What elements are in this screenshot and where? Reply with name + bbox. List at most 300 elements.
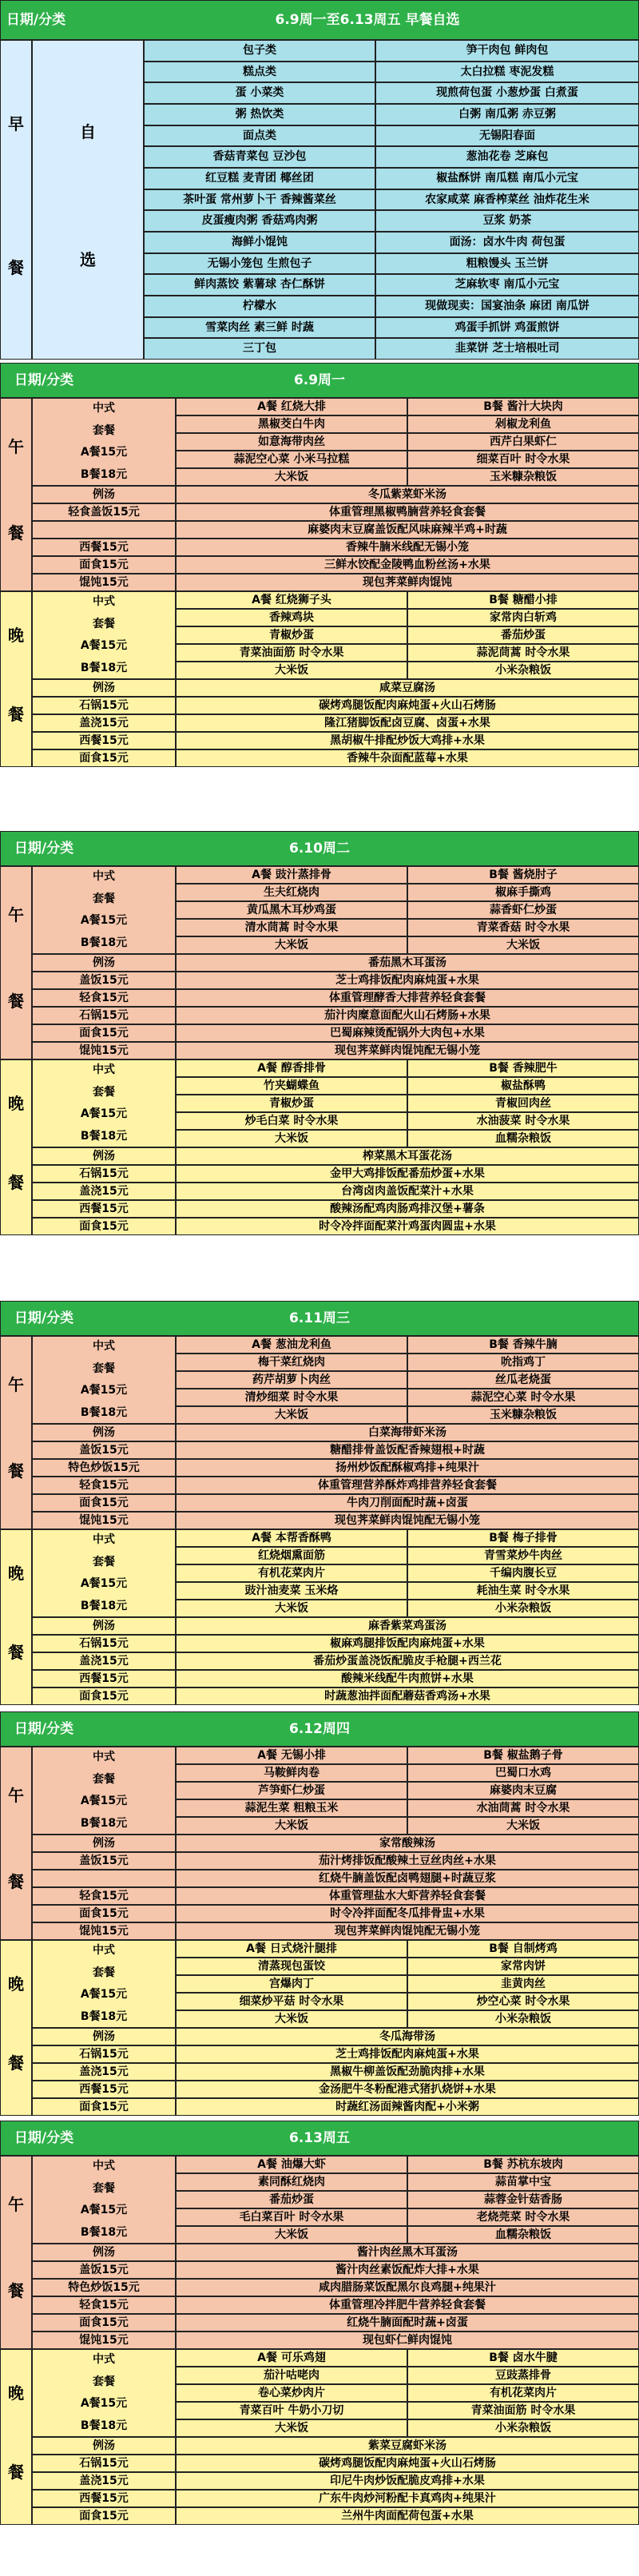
extra-value: 兰州牛肉面配荷包蛋+水果 bbox=[341, 2510, 474, 2522]
breakfast-item-left: 三丁包 bbox=[243, 342, 276, 356]
combo-label: 套餐 bbox=[93, 1085, 115, 1099]
combo-a-title: A餐 醇香排骨 bbox=[257, 1062, 326, 1075]
breakfast-item-right: 葱油花卷 芝麻包 bbox=[466, 150, 549, 164]
combo-label: B餐18元 bbox=[80, 661, 128, 674]
combo-b-dish: 蒜泥茼蒿 时令水果 bbox=[476, 646, 570, 659]
breakfast-side-char: 餐 bbox=[8, 258, 24, 277]
breakfast-item-left: 雪菜肉丝 素三鲜 时蔬 bbox=[205, 320, 314, 334]
combo-b-dish: 小米杂粮饭 bbox=[495, 2422, 551, 2435]
header-date-category: 日期/分类 bbox=[14, 372, 74, 388]
extra-label: 面食15元 bbox=[79, 1497, 129, 1509]
combo-a-dish: 红烧烟熏面筋 bbox=[258, 1549, 325, 1562]
combo-label: 中式 bbox=[93, 870, 115, 883]
extra-label: 馄饨15元 bbox=[79, 576, 129, 589]
breakfast-item-left: 鲜肉蒸饺 紫薯球 杏仁酥饼 bbox=[194, 278, 325, 292]
combo-b-dish: 豆豉蒸排骨 bbox=[495, 2369, 551, 2382]
breakfast-item-right: 白粥 南瓜粥 赤豆粥 bbox=[458, 108, 556, 121]
breakfast-item-right: 农家咸菜 麻香榨菜丝 油炸花生米 bbox=[425, 193, 589, 206]
breakfast-item-left: 海鲜小馄饨 bbox=[232, 236, 288, 248]
extra-label: 西餐15元 bbox=[79, 1203, 129, 1215]
dinner-side-char: 餐 bbox=[8, 1643, 24, 1662]
combo-b-dish: 吮指鸡丁 bbox=[501, 1356, 546, 1369]
breakfast-title: 6.9周一至6.13周五 早餐自选 bbox=[275, 12, 460, 28]
dinner-side-char: 餐 bbox=[8, 705, 24, 724]
combo-a-dish: 青椒炒蛋 bbox=[269, 1097, 314, 1110]
extra-value: 金甲大鸡排饭配番茄炒蛋+水果 bbox=[330, 1167, 485, 1180]
lunch-side-cell bbox=[0, 2156, 32, 2349]
extra-label: 石锅15元 bbox=[79, 2457, 129, 2470]
extra-label: 面食15元 bbox=[79, 1690, 129, 1703]
combo-b-dish: 小米杂粮饭 bbox=[495, 2013, 551, 2025]
combo-b-dish: 小米杂粮饭 bbox=[495, 1602, 551, 1615]
day-date: 6.10周二 bbox=[289, 841, 350, 857]
extra-value: 碳烤鸡腿饭配肉麻炖蛋+火山石烤肠 bbox=[319, 2457, 496, 2470]
breakfast-item-right: 无锡阳春面 bbox=[479, 129, 535, 142]
extra-value: 糖醋排骨盖饭配香辣翅根+时蔬 bbox=[330, 1444, 485, 1457]
combo-a-dish: 黑椒茭白牛肉 bbox=[258, 418, 325, 431]
combo-b-title: B餐 糖醋小排 bbox=[489, 594, 558, 606]
header-date-category: 日期/分类 bbox=[14, 1721, 74, 1737]
extra-value: 黑椒牛柳盖饭配劲脆肉排+水果 bbox=[330, 2065, 485, 2078]
lunch-side-char: 午 bbox=[8, 1374, 24, 1394]
combo-label: 中式 bbox=[93, 1063, 115, 1076]
combo-a-dish: 香辣鸡块 bbox=[269, 611, 314, 624]
extra-label: 盖饭15元 bbox=[79, 1444, 129, 1457]
extra-label: 石锅15元 bbox=[79, 1167, 129, 1180]
lunch-side-cell bbox=[0, 1747, 32, 1940]
combo-a-title: A餐 本帮香酥鸭 bbox=[252, 1532, 331, 1544]
dinner-side-cell bbox=[0, 591, 32, 767]
combo-a-dish: 宫爆肉丁 bbox=[269, 1978, 314, 1990]
combo-a-dish: 清炒细菜 时令水果 bbox=[244, 1391, 339, 1404]
combo-b-dish: 耗油生菜 时令水果 bbox=[476, 1584, 570, 1597]
extra-value: 体重管理营养酥炸鸡排营养轻食套餐 bbox=[318, 1479, 497, 1492]
lunch-side-char: 餐 bbox=[8, 523, 24, 543]
combo-a-dish: 卷心菜炒肉片 bbox=[258, 2387, 325, 2399]
combo-a-dish: 细菜炒平菇 时令水果 bbox=[239, 1995, 344, 2008]
combo-b-dish: 西芹白果虾仁 bbox=[490, 435, 557, 448]
extra-label: 盖浇15元 bbox=[79, 1655, 129, 1668]
combo-b-dish: 剁椒龙利鱼 bbox=[495, 418, 551, 431]
extra-value: 茄汁烤排饭配酸辣土豆丝肉丝+水果 bbox=[319, 1854, 496, 1867]
extra-label: 面食15元 bbox=[79, 2510, 129, 2522]
extra-label: 盖浇15元 bbox=[79, 2065, 129, 2078]
extra-label: 轻食15元 bbox=[79, 1479, 129, 1492]
dinner-side-cell bbox=[0, 1940, 32, 2116]
lunch-side-char: 餐 bbox=[8, 1872, 24, 1892]
extra-label: 例汤 bbox=[93, 956, 115, 969]
extra-label: 例汤 bbox=[93, 2246, 115, 2259]
day-date: 6.12周四 bbox=[289, 1721, 350, 1737]
extra-value: 冬瓜紫菜虾米汤 bbox=[368, 488, 447, 501]
combo-a-title: A餐 日式烧汁腿排 bbox=[246, 1942, 337, 1955]
combo-a-dish: 大米饭 bbox=[275, 2422, 308, 2435]
combo-a-title: A餐 油爆大虾 bbox=[257, 2158, 326, 2171]
combo-b-dish: 大米饭 bbox=[506, 1819, 540, 1832]
combo-a-dish: 大米饭 bbox=[275, 1819, 308, 1832]
combo-b-dish: 巴蜀口水鸡 bbox=[495, 1767, 551, 1779]
extra-label: 盖浇15元 bbox=[79, 2475, 129, 2487]
combo-label: A餐15元 bbox=[80, 914, 128, 927]
extra-value: 黑胡椒牛排配炒饭大鸡排+水果 bbox=[330, 734, 485, 747]
extra-value: 冬瓜海带汤 bbox=[379, 2030, 435, 2043]
combo-b-title: B餐 酱汁大块肉 bbox=[483, 400, 563, 413]
combo-b-dish: 家常肉饼 bbox=[501, 1960, 546, 1973]
combo-label: B餐18元 bbox=[80, 2225, 128, 2239]
combo-b-title: B餐 椒盐鹅子骨 bbox=[483, 1749, 563, 1762]
extra-value: 广东牛肉炒河粉配卡真鸡肉+纯果汁 bbox=[319, 2492, 496, 2505]
day-date: 6.11周三 bbox=[289, 1310, 350, 1326]
extra-value: 台湾卤肉盖饭配菜汁+水果 bbox=[341, 1185, 474, 1198]
lunch-side-char: 午 bbox=[8, 2194, 24, 2214]
dinner-side-char: 餐 bbox=[8, 2463, 24, 2482]
combo-a-dish: 炒毛白菜 时令水果 bbox=[244, 1115, 339, 1127]
combo-a-dish: 清蒸现包蛋饺 bbox=[258, 1960, 325, 1973]
extra-label: 轻食盖饭15元 bbox=[68, 506, 140, 519]
day-date: 6.13周五 bbox=[289, 2130, 350, 2146]
breakfast-item-left: 皮蛋瘦肉粥 香菇鸡肉粥 bbox=[201, 214, 318, 228]
combo-b-title: B餐 苏杭东坡肉 bbox=[483, 2158, 563, 2171]
extra-value: 现包荠菜鲜肉馄饨配无锡小笼 bbox=[335, 1925, 480, 1938]
dinner-side-cell bbox=[0, 2349, 32, 2525]
extra-label: 盖饭15元 bbox=[79, 974, 129, 987]
header-date-category: 日期/分类 bbox=[14, 1310, 74, 1326]
extra-value: 白菜海带虾米汤 bbox=[368, 1426, 447, 1439]
combo-b-dish: 水油菠菜 时令水果 bbox=[476, 1115, 570, 1127]
breakfast-item-right: 粗粮馒头 玉兰饼 bbox=[466, 256, 549, 270]
extra-value: 现包虾仁鲜肉馄饨 bbox=[363, 2334, 452, 2347]
extra-label bbox=[32, 521, 176, 539]
header-date-category: 日期/分类 bbox=[14, 2130, 74, 2146]
combo-b-dish: 千编肉腹长豆 bbox=[490, 1567, 557, 1580]
combo-label: 中式 bbox=[93, 2160, 115, 2173]
extra-value: 番茄炒蛋盖浇饭配脆皮手枪腿+西兰花 bbox=[313, 1655, 502, 1668]
extra-value: 芝士鸡排饭配肉麻炖蛋+水果 bbox=[335, 2048, 479, 2061]
combo-label: A餐15元 bbox=[80, 2204, 128, 2216]
combo-label: 中式 bbox=[93, 595, 115, 608]
combo-a-dish: 豉汁油麦菜 玉米烙 bbox=[244, 1584, 339, 1597]
breakfast-item-left: 香菇青菜包 豆沙包 bbox=[212, 150, 307, 164]
dinner-side-char: 晚 bbox=[8, 1974, 24, 1994]
extra-value: 巴蜀麻辣烫配锅外大肉包+水果 bbox=[330, 1027, 485, 1040]
extra-value: 紫菜豆腐虾米汤 bbox=[368, 2439, 447, 2452]
extra-value: 麻婆肉末豆腐盖饭配风味麻辣半鸡+时蔬 bbox=[308, 523, 507, 536]
combo-label: 套餐 bbox=[93, 1362, 115, 1375]
combo-a-dish: 生夫红烧肉 bbox=[264, 886, 320, 899]
breakfast-item-left: 无锡小笼包 生煎包子 bbox=[207, 256, 312, 270]
extra-value: 体重管理盐水大虾营养轻食套餐 bbox=[329, 1890, 486, 1902]
combo-b-dish: 水油茼蒿 时令水果 bbox=[476, 1802, 570, 1815]
combo-b-dish: 青菜油面筋 时令水果 bbox=[470, 2404, 576, 2417]
combo-a-dish: 青菜油面筋 时令水果 bbox=[239, 646, 344, 659]
extra-label: 馄饨15元 bbox=[79, 1044, 129, 1057]
combo-label: B餐18元 bbox=[80, 1405, 128, 1419]
extra-label: 例汤 bbox=[93, 1150, 115, 1163]
combo-label: 中式 bbox=[93, 402, 115, 415]
combo-label: 套餐 bbox=[93, 1772, 115, 1786]
breakfast-self-cell bbox=[32, 40, 144, 360]
extra-value: 酸辣汤配鸡肉肠鸡排汉堡+薯条 bbox=[330, 1203, 485, 1215]
combo-b-dish: 蒜香虾仁炒蛋 bbox=[490, 904, 557, 916]
breakfast-item-left: 红豆糕 麦青团 椰丝团 bbox=[205, 172, 314, 185]
extra-label: 例汤 bbox=[93, 1426, 115, 1439]
combo-label: B餐18元 bbox=[80, 1129, 128, 1143]
extra-label: 例汤 bbox=[93, 1837, 115, 1850]
combo-b-dish: 蒜泥空心菜 时令水果 bbox=[470, 1391, 576, 1404]
dinner-side-char: 晚 bbox=[8, 1564, 24, 1583]
extra-value: 时蔬葱油拌面配蘑菇香鸡汤+水果 bbox=[324, 1690, 490, 1703]
combo-b-dish: 蒜苗掌中宝 bbox=[495, 2176, 551, 2188]
extra-label: 面食15元 bbox=[79, 2316, 129, 2329]
combo-label: A餐15元 bbox=[80, 1107, 128, 1120]
combo-a-dish: 大米饭 bbox=[275, 664, 308, 677]
combo-a-dish: 大米饭 bbox=[275, 2013, 308, 2025]
combo-label: 中式 bbox=[93, 1533, 115, 1546]
combo-b-dish: 椒麻手撕鸡 bbox=[495, 886, 551, 899]
combo-a-dish: 大米饭 bbox=[275, 471, 308, 483]
breakfast-item-right: 鸡蛋手抓饼 鸡蛋煎饼 bbox=[454, 320, 560, 334]
combo-label: 中式 bbox=[93, 1340, 115, 1353]
extra-label: 面食15元 bbox=[79, 1220, 129, 1233]
combo-b-dish: 蒜蓉金针菇香肠 bbox=[484, 2193, 562, 2206]
extra-label: 面食15元 bbox=[79, 752, 129, 765]
combo-a-title: A餐 红烧狮子头 bbox=[252, 594, 331, 606]
header-date-category: 日期/分类 bbox=[14, 841, 74, 857]
combo-b-dish: 炒空心菜 时令水果 bbox=[476, 1995, 570, 2008]
combo-label: B餐18元 bbox=[80, 1599, 128, 1612]
combo-label: B餐18元 bbox=[80, 2419, 128, 2432]
extra-label: 西餐15元 bbox=[79, 2492, 129, 2505]
combo-b-title: B餐 酱烧肘子 bbox=[489, 869, 558, 881]
combo-label: 套餐 bbox=[93, 892, 115, 905]
combo-label: B餐18元 bbox=[80, 467, 128, 481]
combo-b-dish: 丝瓜老烧蛋 bbox=[495, 1373, 551, 1386]
dinner-side-char: 餐 bbox=[8, 1173, 24, 1192]
extra-value: 牛肉刀削面配时蔬+卤蛋 bbox=[347, 1497, 468, 1509]
extra-value: 酱汁肉丝素饭配炸大排+水果 bbox=[335, 2264, 479, 2276]
extra-label: 面食15元 bbox=[79, 559, 129, 571]
extra-value: 酸辣米线配牛肉煎饼+水果 bbox=[341, 1672, 474, 1685]
extra-label: 轻食15元 bbox=[79, 2299, 129, 2312]
combo-label: 套餐 bbox=[93, 1555, 115, 1568]
combo-a-dish: 大米饭 bbox=[275, 1409, 308, 1421]
extra-label: 石锅15元 bbox=[79, 1009, 129, 1022]
extra-label: 例汤 bbox=[93, 682, 115, 694]
combo-b-dish: 老烧莞菜 时令水果 bbox=[476, 2211, 570, 2224]
extra-label: 盖饭15元 bbox=[79, 1854, 129, 1867]
lunch-side-char: 餐 bbox=[8, 2281, 24, 2301]
breakfast-item-right: 太白拉糕 枣泥发糕 bbox=[460, 65, 554, 78]
dinner-side-char: 餐 bbox=[8, 2053, 24, 2073]
combo-a-dish: 茄汁咕咾肉 bbox=[264, 2369, 320, 2382]
combo-label: A餐15元 bbox=[80, 1988, 128, 2001]
lunch-side-char: 餐 bbox=[8, 1461, 24, 1481]
extra-label: 西餐15元 bbox=[79, 734, 129, 747]
combo-label: 中式 bbox=[93, 2353, 115, 2366]
combo-b-title: B餐 香辣牛腩 bbox=[489, 1338, 558, 1351]
extra-value: 现包荠菜鲜肉馄饨配无锡小笼 bbox=[335, 1044, 480, 1057]
extra-label: 馄饨15元 bbox=[79, 2334, 129, 2347]
extra-value: 酱汁肉丝黑木耳蛋汤 bbox=[357, 2246, 458, 2259]
combo-label: 套餐 bbox=[93, 1966, 115, 1979]
combo-a-dish: 大米饭 bbox=[275, 939, 308, 952]
combo-a-title: A餐 可乐鸡翅 bbox=[257, 2351, 326, 2364]
breakfast-item-right: 韭菜饼 芝士培根吐司 bbox=[454, 342, 560, 356]
combo-b-dish: 椒盐酥鸭 bbox=[501, 1079, 546, 1092]
dinner-side-cell bbox=[0, 1529, 32, 1705]
combo-a-dish: 大米饭 bbox=[275, 1132, 308, 1145]
breakfast-item-left: 面点类 bbox=[243, 129, 276, 142]
combo-b-dish: 血糯杂粮饭 bbox=[495, 1132, 551, 1145]
combo-a-dish: 蒜泥空心菜 小米马拉糕 bbox=[233, 453, 350, 466]
extra-value: 体重管理酵香大排营养轻食套餐 bbox=[329, 992, 486, 1004]
extra-label: 例汤 bbox=[93, 2030, 115, 2043]
extra-value: 时令冷拌面配冬瓜排骨盅+水果 bbox=[330, 1907, 485, 1920]
dinner-side-char: 晚 bbox=[8, 2383, 24, 2403]
combo-b-title: B餐 卤水牛腱 bbox=[489, 2351, 558, 2364]
combo-label: A餐15元 bbox=[80, 2397, 128, 2410]
combo-a-dish: 药芹胡萝卜肉丝 bbox=[252, 1373, 331, 1386]
breakfast-item-left: 蛋 小菜类 bbox=[235, 86, 284, 100]
combo-a-dish: 青菜百叶 牛奶小刀切 bbox=[239, 2404, 344, 2417]
combo-a-dish: 梅干菜红烧肉 bbox=[258, 1356, 325, 1369]
extra-value: 香辣牛腩米线配无锡小笼 bbox=[346, 541, 469, 554]
extra-value: 红烧牛腩面配时蔬+卤蛋 bbox=[347, 2316, 468, 2329]
breakfast-self-char: 选 bbox=[80, 250, 96, 269]
combo-b-dish: 玉米糠杂粮饭 bbox=[490, 471, 557, 483]
extra-value: 隆江猪脚饭配卤豆腐、卤蛋+水果 bbox=[324, 717, 490, 729]
combo-a-title: A餐 葱油龙利鱼 bbox=[252, 1338, 331, 1351]
extra-label: 西餐15元 bbox=[79, 2083, 129, 2096]
combo-a-dish: 大米饭 bbox=[275, 2228, 308, 2241]
extra-value: 榨菜黑木耳蛋花汤 bbox=[363, 1150, 452, 1163]
extra-label: 盖饭15元 bbox=[79, 2264, 129, 2276]
combo-label: 中式 bbox=[93, 1944, 115, 1957]
extra-value: 麻香紫菜鸡蛋汤 bbox=[368, 1620, 447, 1632]
extra-label: 面食15元 bbox=[79, 2101, 129, 2113]
combo-a-dish: 马鞍鲜肉卷 bbox=[264, 1767, 320, 1779]
extra-value: 红烧牛腩盖饭配卤鸭翅腿+时蔬豆浆 bbox=[319, 1872, 496, 1885]
combo-label: 中式 bbox=[93, 1751, 115, 1763]
combo-a-title: A餐 红烧大排 bbox=[257, 400, 326, 413]
extra-value: 咸肉腊肠菜饭配黑尔良鸡腿+纯果汁 bbox=[319, 2281, 496, 2294]
extra-value: 番茄黑木耳蛋汤 bbox=[368, 956, 447, 969]
extra-label: 例汤 bbox=[93, 488, 115, 501]
breakfast-side-char: 早 bbox=[8, 114, 24, 133]
combo-label: A餐15元 bbox=[80, 1577, 128, 1590]
breakfast-item-left: 糕点类 bbox=[243, 65, 276, 78]
breakfast-item-right: 豆浆 奶茶 bbox=[482, 214, 532, 228]
extra-value: 芝士鸡排饭配肉麻炖蛋+水果 bbox=[335, 974, 479, 987]
extra-label: 例汤 bbox=[93, 2439, 115, 2452]
extra-value: 体重管理黑椒鸭腩营养轻食套餐 bbox=[329, 506, 486, 519]
combo-a-dish: 毛白菜百叶 时令水果 bbox=[239, 2211, 344, 2224]
extra-value: 家常酸辣汤 bbox=[379, 1837, 435, 1850]
extra-label: 石锅15元 bbox=[79, 1637, 129, 1650]
combo-label: 套餐 bbox=[93, 617, 115, 630]
combo-b-dish: 青雪菜炒牛肉丝 bbox=[484, 1549, 562, 1562]
lunch-side-char: 午 bbox=[8, 904, 24, 924]
combo-b-title: B餐 梅子排骨 bbox=[489, 1532, 558, 1544]
extra-value: 椒麻鸡腿排饭配肉麻炖蛋+水果 bbox=[330, 1637, 485, 1650]
dinner-side-char: 晚 bbox=[8, 1094, 24, 1113]
extra-label: 馄饨15元 bbox=[79, 1925, 129, 1938]
combo-a-dish: 素同酥红烧肉 bbox=[258, 2176, 325, 2188]
day-date: 6.9周一 bbox=[293, 372, 346, 388]
extra-label: 特色炒饭15元 bbox=[68, 1461, 140, 1474]
extra-label: 面食15元 bbox=[79, 1027, 129, 1040]
combo-label: 套餐 bbox=[93, 423, 115, 437]
combo-b-title: B餐 香辣肥牛 bbox=[489, 1062, 558, 1075]
extra-label: 盖浇15元 bbox=[79, 1185, 129, 1198]
extra-value: 时蔬红汤面辣酱肉配+小米粥 bbox=[335, 2101, 479, 2113]
breakfast-item-right: 现煎荷包蛋 小葱炒蛋 白煮蛋 bbox=[436, 86, 578, 100]
extra-label: 例汤 bbox=[93, 1620, 115, 1632]
extra-value: 茄汁肉糜意面配火山石烤肠+水果 bbox=[324, 1009, 490, 1022]
combo-label: A餐15元 bbox=[80, 639, 128, 652]
breakfast-self-char: 自 bbox=[80, 122, 96, 141]
combo-a-dish: 竹夹蝴蝶鱼 bbox=[264, 1079, 320, 1092]
extra-value: 体重管理冷拌肥牛营养轻食套餐 bbox=[329, 2299, 486, 2312]
extra-label: 石锅15元 bbox=[79, 2048, 129, 2061]
combo-b-dish: 番茄炒蛋 bbox=[501, 629, 546, 642]
extra-label: 轻食15元 bbox=[79, 1890, 129, 1902]
combo-b-dish: 有机花菜肉片 bbox=[490, 2387, 557, 2399]
combo-b-dish: 青椒回肉丝 bbox=[495, 1097, 551, 1110]
breakfast-item-right: 芝麻软枣 南瓜小元宝 bbox=[454, 278, 560, 292]
combo-label: B餐18元 bbox=[80, 1816, 128, 1830]
combo-b-dish: 韭黄肉丝 bbox=[501, 1978, 546, 1990]
breakfast-item-left: 粥 热饮类 bbox=[235, 108, 284, 121]
extra-label: 盖浇15元 bbox=[79, 717, 129, 729]
dinner-side-char: 晚 bbox=[8, 626, 24, 645]
dinner-side-cell bbox=[0, 1059, 32, 1235]
combo-label: 套餐 bbox=[93, 2181, 115, 2195]
extra-value: 印尼牛肉炒饭配脆皮鸡排+水果 bbox=[330, 2475, 485, 2487]
breakfast-item-right: 笋干肉包 鲜肉包 bbox=[466, 44, 549, 57]
combo-b-dish: 血糯杂粮饭 bbox=[495, 2228, 551, 2241]
combo-b-title: B餐 自制烤鸡 bbox=[489, 1942, 558, 1955]
combo-b-dish: 大米饭 bbox=[506, 939, 540, 952]
extra-value: 金汤肥牛冬粉配港式猪扒烧饼+水果 bbox=[319, 2083, 496, 2096]
combo-a-dish: 蒜泥生菜 粗粮玉米 bbox=[244, 1802, 339, 1815]
combo-label: 套餐 bbox=[93, 2375, 115, 2388]
combo-a-dish: 清水茼蒿 时令水果 bbox=[244, 921, 339, 934]
extra-label: 石锅15元 bbox=[79, 699, 129, 712]
combo-b-dish: 青菜香菇 时令水果 bbox=[476, 921, 570, 934]
extra-label bbox=[32, 1870, 176, 1887]
combo-b-dish: 麻婆肉末豆腐 bbox=[490, 1784, 557, 1797]
header-date-category: 日期/分类 bbox=[6, 12, 66, 28]
lunch-side-cell bbox=[0, 1336, 32, 1529]
extra-label: 轻食15元 bbox=[79, 992, 129, 1004]
breakfast-side-cell bbox=[0, 40, 32, 360]
lunch-side-char: 午 bbox=[8, 436, 24, 456]
extra-value: 现包荠菜鲜肉馄饨配无锡小笼 bbox=[335, 1514, 480, 1527]
combo-a-dish: 青椒炒蛋 bbox=[269, 629, 314, 642]
extra-value: 咸菜豆腐汤 bbox=[379, 682, 435, 694]
extra-value: 碳烤鸡腿饭配肉麻炖蛋+火山石烤肠 bbox=[319, 699, 496, 712]
extra-value: 现包荠菜鲜肉馄饨 bbox=[363, 576, 452, 589]
extra-label: 西餐15元 bbox=[79, 541, 129, 554]
breakfast-item-left: 柠檬水 bbox=[243, 300, 276, 312]
lunch-side-cell bbox=[0, 866, 32, 1059]
breakfast-item-left: 包子类 bbox=[243, 44, 276, 57]
extra-value: 时令冷拌面配菜汁鸡蛋肉圆盅+水果 bbox=[319, 1220, 496, 1233]
combo-a-dish: 如意海带肉丝 bbox=[258, 435, 325, 448]
breakfast-item-right: 椒盐酥饼 南瓜糕 南瓜小元宝 bbox=[436, 172, 578, 185]
extra-value: 扬州炒饭配酥椒鸡排+纯果汁 bbox=[335, 1461, 479, 1474]
